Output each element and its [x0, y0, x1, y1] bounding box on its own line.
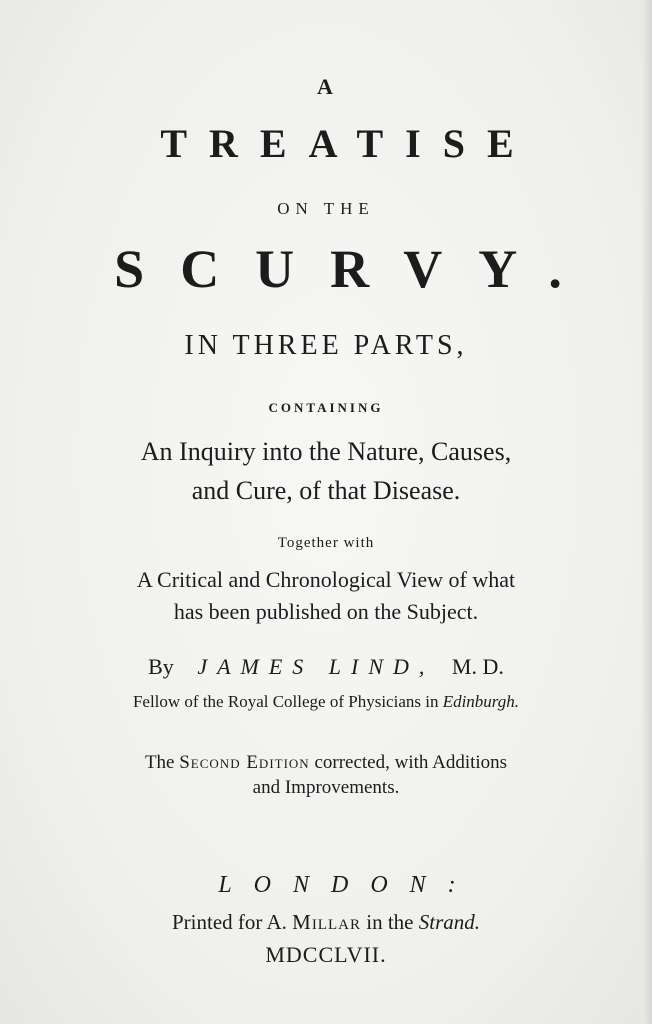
imprint-city: LONDON: — [218, 872, 478, 898]
title-on-the: ON THE — [277, 199, 375, 218]
affiliation-place: Edinburgh. — [442, 692, 520, 711]
affiliation-text: Fellow of the Royal College of Physicians in — [132, 692, 439, 711]
imprint-street: Strand. — [418, 910, 480, 934]
author-name: JAMES LIND, — [197, 654, 435, 679]
imprint-printed-prefix: Printed for A. — [171, 910, 287, 934]
edition-line-1 — [0, 752, 652, 774]
affiliation-line — [0, 692, 652, 712]
title-treatise: TREATISE — [160, 121, 536, 166]
view-line-2: has been published on the Subject. — [173, 599, 479, 624]
edition-suffix: corrected, with Additions — [314, 752, 508, 773]
imprint-printer-line — [0, 910, 652, 935]
description-line-2: and Cure, of that Disease. — [191, 476, 461, 505]
imprint-year: MDCCLVII. — [265, 942, 387, 967]
author-line — [0, 654, 652, 680]
article-a: A — [317, 74, 335, 99]
page-edge — [642, 0, 652, 1024]
in-three-parts: IN THREE PARTS, — [184, 330, 468, 361]
title-scurvy: SCURVY. — [114, 239, 598, 299]
edition-label: Second Edition — [179, 752, 310, 773]
description-line-1: An Inquiry into the Nature, Causes, — [140, 437, 512, 466]
imprint-printed-mid: in the — [366, 910, 414, 934]
edition-prefix: The — [144, 752, 175, 773]
edition-line-2: and Improvements. — [252, 777, 400, 798]
together-with: Together with — [277, 535, 375, 551]
imprint-printer: Millar — [292, 910, 361, 934]
author-by: By — [148, 654, 174, 679]
author-degree: M. D. — [451, 654, 504, 679]
containing-label: CONTAINING — [268, 400, 384, 415]
view-line-1: A Critical and Chronological View of what — [136, 567, 516, 592]
